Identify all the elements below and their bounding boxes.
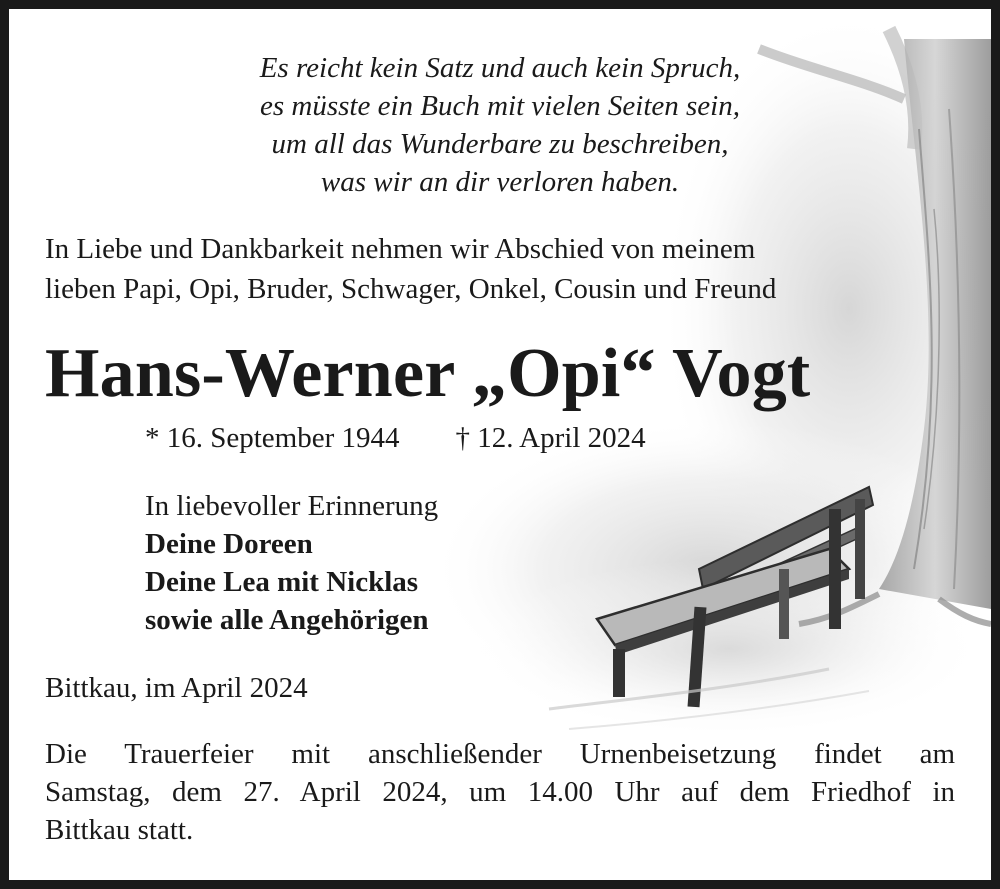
mourner-name: Deine Doreen: [145, 528, 313, 560]
mourners-block: [145, 487, 438, 639]
life-dates: [145, 419, 646, 457]
funeral-line: Bittkau statt.: [45, 814, 194, 846]
funeral-line: Die Trauerfeier mit anschließender Urnenbeisetzung findet am: [45, 738, 955, 770]
birth-date: * 16. September 1944: [145, 422, 400, 454]
verse-line: was wir an dir verloren haben.: [320, 166, 680, 198]
verse-line: Es reicht kein Satz und auch kein Spruch,: [259, 52, 741, 84]
intro-line: In Liebe und Dankbarkeit nehmen wir Abschied von meinem: [45, 233, 756, 265]
deceased-name: Hans-Werner „Opi“ Vogt: [45, 335, 811, 412]
place-and-date: Bittkau, im April 2024: [45, 672, 308, 704]
funeral-line: Samstag, dem 27. April 2024, um 14.00 Uhr auf dem Friedhof in: [45, 776, 955, 808]
mourner-name: Deine Lea mit Nicklas: [145, 566, 419, 598]
remembrance-intro: In liebevoller Erinnerung: [145, 490, 439, 522]
verse-line: es müsste ein Buch mit vielen Seiten sein,: [260, 90, 740, 122]
death-date: † 12. April 2024: [455, 422, 646, 454]
funeral-notice: [45, 735, 955, 849]
intro-line: lieben Papi, Opi, Bruder, Schwager, Onkel, Cousin und Freund: [45, 273, 777, 305]
mourner-name: sowie alle Angehörigen: [145, 604, 429, 636]
verse-line: um all das Wunderbare zu beschreiben,: [271, 128, 729, 160]
farewell-intro: [45, 229, 885, 309]
memorial-verse: [149, 49, 851, 201]
